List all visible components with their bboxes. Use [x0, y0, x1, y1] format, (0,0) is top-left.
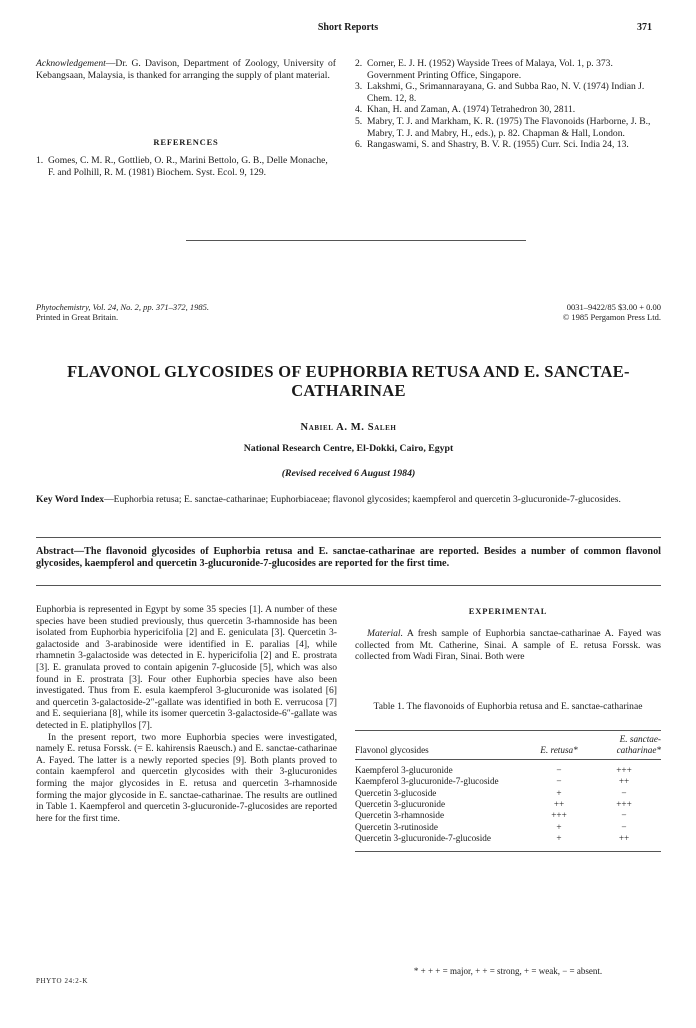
- table-cell: Quercetin 3-glucoside: [355, 787, 437, 798]
- reference-text: Gomes, C. M. R., Gottlieb, O. R., Marini Bettolo, G. B., Delle Monache, F. and Polhill, R. M. (1981) Biochem. Syst. Ecol. 9, 129.: [48, 155, 328, 178]
- article-title-line: CATHARINAE: [291, 381, 406, 400]
- reference-item: [36, 155, 336, 178]
- table-row: [355, 776, 661, 787]
- article-title-line: FLAVONOL GLYCOSIDES OF EUPHORBIA RETUSA AND E. SANCTAE-: [67, 362, 630, 381]
- printed-in: Printed in Great Britain.: [36, 312, 119, 323]
- reference-number: 5.: [355, 115, 363, 127]
- references-heading: REFERENCES: [153, 137, 219, 147]
- table-cell: −: [621, 787, 627, 798]
- table-row: [355, 810, 661, 821]
- table-cell: Quercetin 3-glucuronide: [355, 799, 446, 810]
- reference-number: 1.: [36, 155, 44, 166]
- table-header-row: [355, 734, 661, 759]
- abstract-text: —The flavonoid glycosides of Euphorbia retusa and E. sanctae-catharinae are reported. Besides a number of common flavonol glycosides, kaempferol and quercetin 3-glucuronide-7-glucosides are reported for the first time.: [36, 546, 661, 570]
- table-cell: Quercetin 3-glucuronide-7-glucoside: [355, 833, 491, 844]
- reference-text: Rangaswami, S. and Shastry, B. V. R. (1955) Curr. Sci. India 24, 13.: [367, 139, 629, 151]
- table-row: [355, 799, 661, 810]
- reference-text: Mabry, T. J. and Markham, K. R. (1975) The Flavonoids (Harborne, J. B., Mabry, T. J. and Mabry, H., eds.), p. 82. Chapman & Hall, London.: [367, 115, 651, 139]
- reference-number: 2.: [355, 58, 363, 69]
- table-header-cell: E. sanctae-catharinae*: [616, 734, 661, 756]
- references-left: [36, 155, 336, 178]
- table-cell: ++: [618, 776, 630, 787]
- table-cell: Quercetin 3-rhamnoside: [355, 810, 445, 821]
- table-cell: +++: [551, 810, 567, 821]
- table-cell: ++: [553, 799, 565, 810]
- footer-code: PHYTO 24:2-K: [36, 977, 88, 985]
- reference-item: [355, 139, 661, 151]
- reference-item: [355, 81, 661, 104]
- table-row: [355, 833, 661, 844]
- keywords-label: Key Word Index: [36, 494, 105, 505]
- references-right: [355, 58, 661, 151]
- reference-text: Khan, H. and Zaman, A. (1974) Tetrahedron 30, 2811.: [367, 104, 576, 116]
- reference-number: 6.: [355, 139, 363, 151]
- table-cell: −: [621, 810, 627, 821]
- table-cell: Kaempferol 3-glucuronide: [355, 764, 453, 775]
- table-caption: Table 1. The flavonoids of Euphorbia retusa and E. sanctae-catharinae: [373, 701, 643, 712]
- section-divider: [186, 240, 526, 241]
- acknowledgement: [36, 58, 336, 81]
- article-title: [36, 362, 661, 400]
- table-row: [355, 822, 661, 833]
- journal-info-right: [400, 302, 661, 323]
- reference-number: 3.: [355, 81, 363, 93]
- table-row: [355, 765, 661, 776]
- table-cell: ++: [618, 833, 630, 844]
- abstract-bottom-rule: [36, 585, 661, 586]
- journal-info-left: [36, 302, 356, 323]
- abstract-top-rule: [36, 537, 661, 538]
- abstract: [36, 546, 661, 571]
- material-label: Material.: [367, 628, 403, 639]
- reference-text: Lakshmi, G., Srimannarayana, G. and Subba Rao, N. V. (1974) Indian J. Chem. 12, 8.: [367, 81, 645, 104]
- ack-text: —Dr. G. Davison, Department of Zoology, University of Kebangsaan, Malaysia, is thanked for arranging the supply of plant material.: [36, 58, 336, 81]
- revised-date: (Revised received 6 August 1984): [281, 468, 416, 479]
- author-name: Nabiel A. M. Saleh: [300, 422, 397, 433]
- table-cell: −: [621, 821, 627, 832]
- affiliation: National Research Centre, El-Dokki, Cairo, Egypt: [243, 443, 454, 454]
- journal-citation: Phytochemistry, Vol. 24, No. 2, pp. 371–372, 1985.: [36, 302, 210, 312]
- table-cell: −: [556, 764, 562, 775]
- table-row: [355, 788, 661, 799]
- reference-item: [355, 116, 661, 139]
- body-paragraph: In the present report, two more Euphorbia species were investigated, namely E. retusa Forssk. (= E. kahirensis Raeusch.) and E. sanctae-catharinae A. Fayed. The latter is a newly reported species [9]. Both plants proved to contain kaempferol and quercetin glycosides with their 3-glucuronides forming the major glycosides in E. retusa and quercetin 3-rhamnoside forming the major glycoside in E. sanctae-catharinae. The results are outlined in Table 1. Kaempferol and quercetin 3-glucuronide-7-glucosides are reported here for the first time.: [36, 731, 337, 824]
- table-footnote: * + + + = major, + + = strong, + = weak, − = absent.: [413, 966, 603, 976]
- table-cell: −: [556, 776, 562, 787]
- page-number: 371: [637, 22, 652, 33]
- table-header-cell: E. retusa*: [540, 745, 578, 756]
- body-paragraph: Euphorbia is represented in Egypt by some 35 species [1]. A number of these species have been studied previously, thus quercetin 3-rhamnoside has been isolated from Euphorbia hypericifolia [2] and E. geniculata [3]. Quercetin 3-galactoside and 3-arabinoside were identified in E. paralias [4], while rhamnetin 3-galactoside was detected in E. hypericifolia [2] and E. prostrata [3]. E. granulata proved to contain apigenin 7-glucoside [5], which was also found in E. prostrata [3]. Four other Euphorbia species have also been investigated. Thus from E. esula kaempferol 3-glucuronide was isolated [6] and quercetin 3-galactoside-2″-gallate was identified in both E. verrucosa [7] and E. sequieriana [8], while its isomer quercetin 3-galactoside-6″-gallate was detected in E. platiphyllos [7].: [36, 604, 337, 731]
- table-cell: +: [556, 821, 562, 832]
- section-heading: EXPERIMENTAL: [468, 606, 548, 616]
- flavonoid-table: [355, 734, 661, 852]
- table-cell: +: [556, 787, 562, 798]
- reference-text: Corner, E. J. H. (1952) Wayside Trees of Malaya, Vol. 1, p. 373. Government Printing Office, Singapore.: [367, 58, 613, 81]
- keywords-text: —Euphorbia retusa; E. sanctae-catharinae; Euphorbiaceae; flavonol glycosides; kaempferol and quercetin 3-glucuronide-7-glucosides.: [104, 494, 621, 505]
- reference-number: 4.: [355, 104, 363, 116]
- table-top-rule: [355, 730, 661, 731]
- material-text: A fresh sample of Euphorbia sanctae-catharinae A. Fayed was collected from Mt. Catherine, Sinai. A sample of E. retusa Forssk. was collected from Wadi Firan, Sinai. Both were: [355, 628, 662, 663]
- journal-code: 0031–9422/85 $3.00 + 0.00: [566, 302, 661, 312]
- table-cell: +++: [616, 764, 632, 775]
- running-head: Short Reports: [317, 22, 379, 33]
- table-cell: +: [556, 833, 562, 844]
- keywords: [36, 494, 661, 506]
- body-left-column: [36, 604, 337, 824]
- table-header-cell: Flavonol glycosides: [355, 745, 429, 756]
- table-cell: Kaempferol 3-glucuronide-7-glucoside: [355, 776, 499, 787]
- ack-label: Acknowledgement: [36, 58, 106, 69]
- experimental-text: [355, 628, 661, 663]
- table-cell: Quercetin 3-rutinoside: [355, 821, 438, 832]
- table-cell: +++: [616, 799, 632, 810]
- reference-item: [355, 104, 661, 116]
- journal-copyright: © 1985 Pergamon Press Ltd.: [562, 312, 661, 323]
- reference-item: [355, 58, 661, 81]
- abstract-label: Abstract: [36, 546, 74, 557]
